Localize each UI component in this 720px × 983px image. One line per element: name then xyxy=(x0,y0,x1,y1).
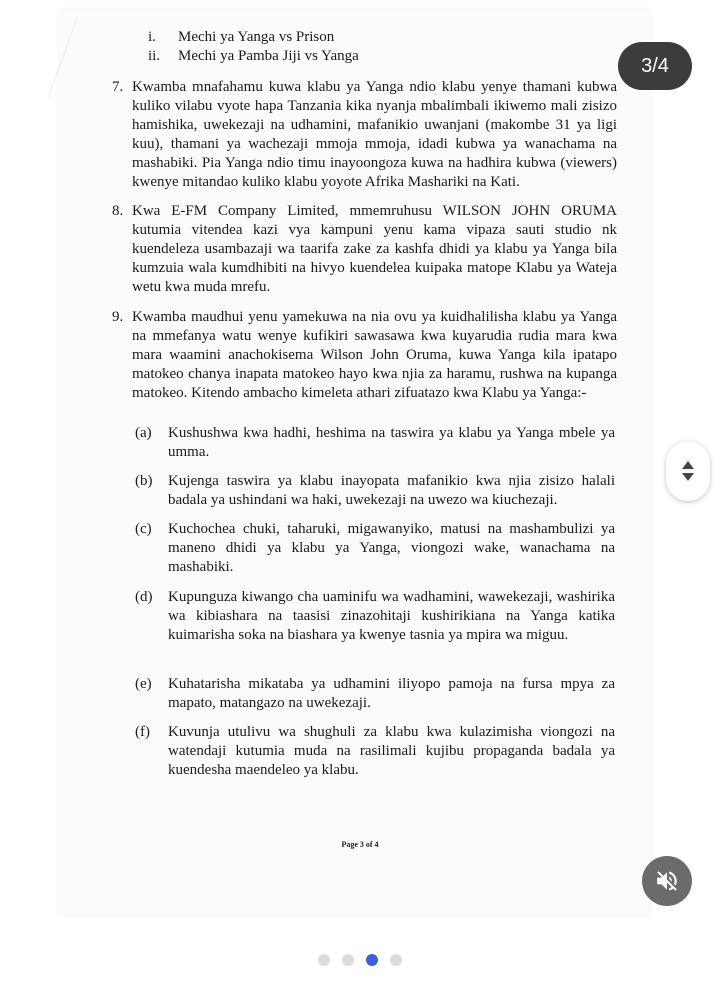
sub-item-letter: (c) xyxy=(135,521,152,537)
page-dot-active[interactable] xyxy=(366,954,378,966)
paragraph-number: 8. xyxy=(112,203,124,219)
page-indicator-dots xyxy=(0,954,720,966)
page-dot[interactable] xyxy=(318,954,330,966)
roman-item-number: ii. xyxy=(148,48,161,64)
roman-item-text: Mechi ya Pamba Jiji vs Yanga xyxy=(178,48,359,64)
sub-item-d xyxy=(135,588,615,645)
paragraph-text: Kwamba maudhui yenu yamekuwa na nia ovu ya kuidhalilisha klabu ya Yanga na mmefanya watu wenye kufikiri sawasawa kwa kuyarudia rudia mara kwa mara waamini anachokisema Wilson John Oruma, kuwa Yanga kila ipatapo matokeo chanya inapata matokeo hayo kwa njia za haramu, rushwa na kupanga matokeo. Kitendo ambacho kimeleta athari zifuatazo kwa Klabu ya Yanga:- xyxy=(132,309,617,401)
roman-item xyxy=(148,28,334,47)
sub-item-e xyxy=(135,675,615,713)
paragraph-8 xyxy=(112,202,617,297)
roman-item-number: i. xyxy=(148,29,156,45)
paragraph-7 xyxy=(112,78,617,192)
sub-item-letter: (d) xyxy=(135,589,153,605)
sub-item-letter: (a) xyxy=(135,425,152,441)
roman-item xyxy=(148,47,359,66)
sub-item-text: Kujenga taswira ya klabu inayopata mafanikio kwa njia zisizo halali badala ya ushindani wa haki, uwekezaji na uwezo wa kiuchezaji. xyxy=(168,473,615,508)
scroll-up-arrow-icon xyxy=(682,461,694,469)
sub-item-f xyxy=(135,723,615,780)
paragraph-text: Kwamba mnafahamu kuwa klabu ya Yanga ndio klabu yenye thamani kubwa kuliko vilabu vyote hapa Tanzania kika nyanja mbalimbali ikiwemo mali zisizo hamishika, uwekezaji na udhamini, mafanikio uwanjani (makombe 31 ya ligi kuu), thamani ya wachezaji mmoja mmoja, idadi kubwa ya wanachama na mashabiki. Pia Yanga ndio timu inayoongoza kuwa na hadhira kubwa (viewers) kwenye mitandao kuliko klabu yoyote Afrika Mashariki na Kati. xyxy=(132,79,617,190)
page-footer: Page 3 of 4 xyxy=(341,840,379,849)
sub-item-c xyxy=(135,520,615,577)
sub-item-text: Kupunguza kiwango cha uaminifu wa wadhamini, wawekezaji, washirika wa kibiashara na taasisi zinazohitaji kushirikiana na Yanga katika kuimarisha soka na biashara ya kwenye tasnia ya mpira wa miguu. xyxy=(168,589,615,643)
scroll-down-arrow-icon xyxy=(682,473,694,481)
paragraph-text: Kwa E-FM Company Limited, mmemruhusu WILSON JOHN ORUMA kutumia vitendea kazi vya kampuni yenu kama vipaza sauti studio nk kuendeleza usambazaji wa taarifa zake za kashfa dhidi ya klabu ya Yanga bila kumzuia wala kumdhibiti na hivyo kuendelea kuipaka matope Klabu ya Wateja wetu kwa muda mrefu. xyxy=(132,203,617,295)
fast-scroll-handle[interactable] xyxy=(666,441,710,501)
paragraph-number: 9. xyxy=(112,309,124,325)
page-counter-badge: 3/4 xyxy=(618,42,692,90)
sub-item-letter: (f) xyxy=(135,724,150,740)
mute-button[interactable] xyxy=(642,856,692,906)
sub-item-text: Kuvunja utulivu wa shughuli za klabu kwa kulazimisha viongozi na watendaji kutumia muda na rasilimali kujibu propaganda badala ya kuendesha maendeleo ya klabu. xyxy=(168,724,615,778)
sub-item-a xyxy=(135,424,615,462)
sub-item-text: Kuhatarisha mikataba ya udhamini iliyopo pamoja na fursa mpya za mapato, matangazo na uwekezaji. xyxy=(168,676,615,711)
sub-item-b xyxy=(135,472,615,510)
speaker-muted-icon xyxy=(654,868,680,894)
paragraph-9 xyxy=(112,308,617,403)
paragraph-number: 7. xyxy=(112,79,124,95)
roman-item-text: Mechi ya Yanga vs Prison xyxy=(178,29,335,45)
sub-item-text: Kuchochea chuki, taharuki, migawanyiko, matusi na mashambulizi ya maneno dhidi ya klabu ya Yanga, viongozi wake, wanachama na mashabiki. xyxy=(168,521,615,575)
sub-item-letter: (b) xyxy=(135,473,153,489)
page-dot[interactable] xyxy=(390,954,402,966)
sub-item-text: Kushushwa kwa hadhi, heshima na taswira ya klabu ya Yanga mbele ya umma. xyxy=(168,425,615,460)
sub-item-letter: (e) xyxy=(135,676,152,692)
page-dot[interactable] xyxy=(342,954,354,966)
